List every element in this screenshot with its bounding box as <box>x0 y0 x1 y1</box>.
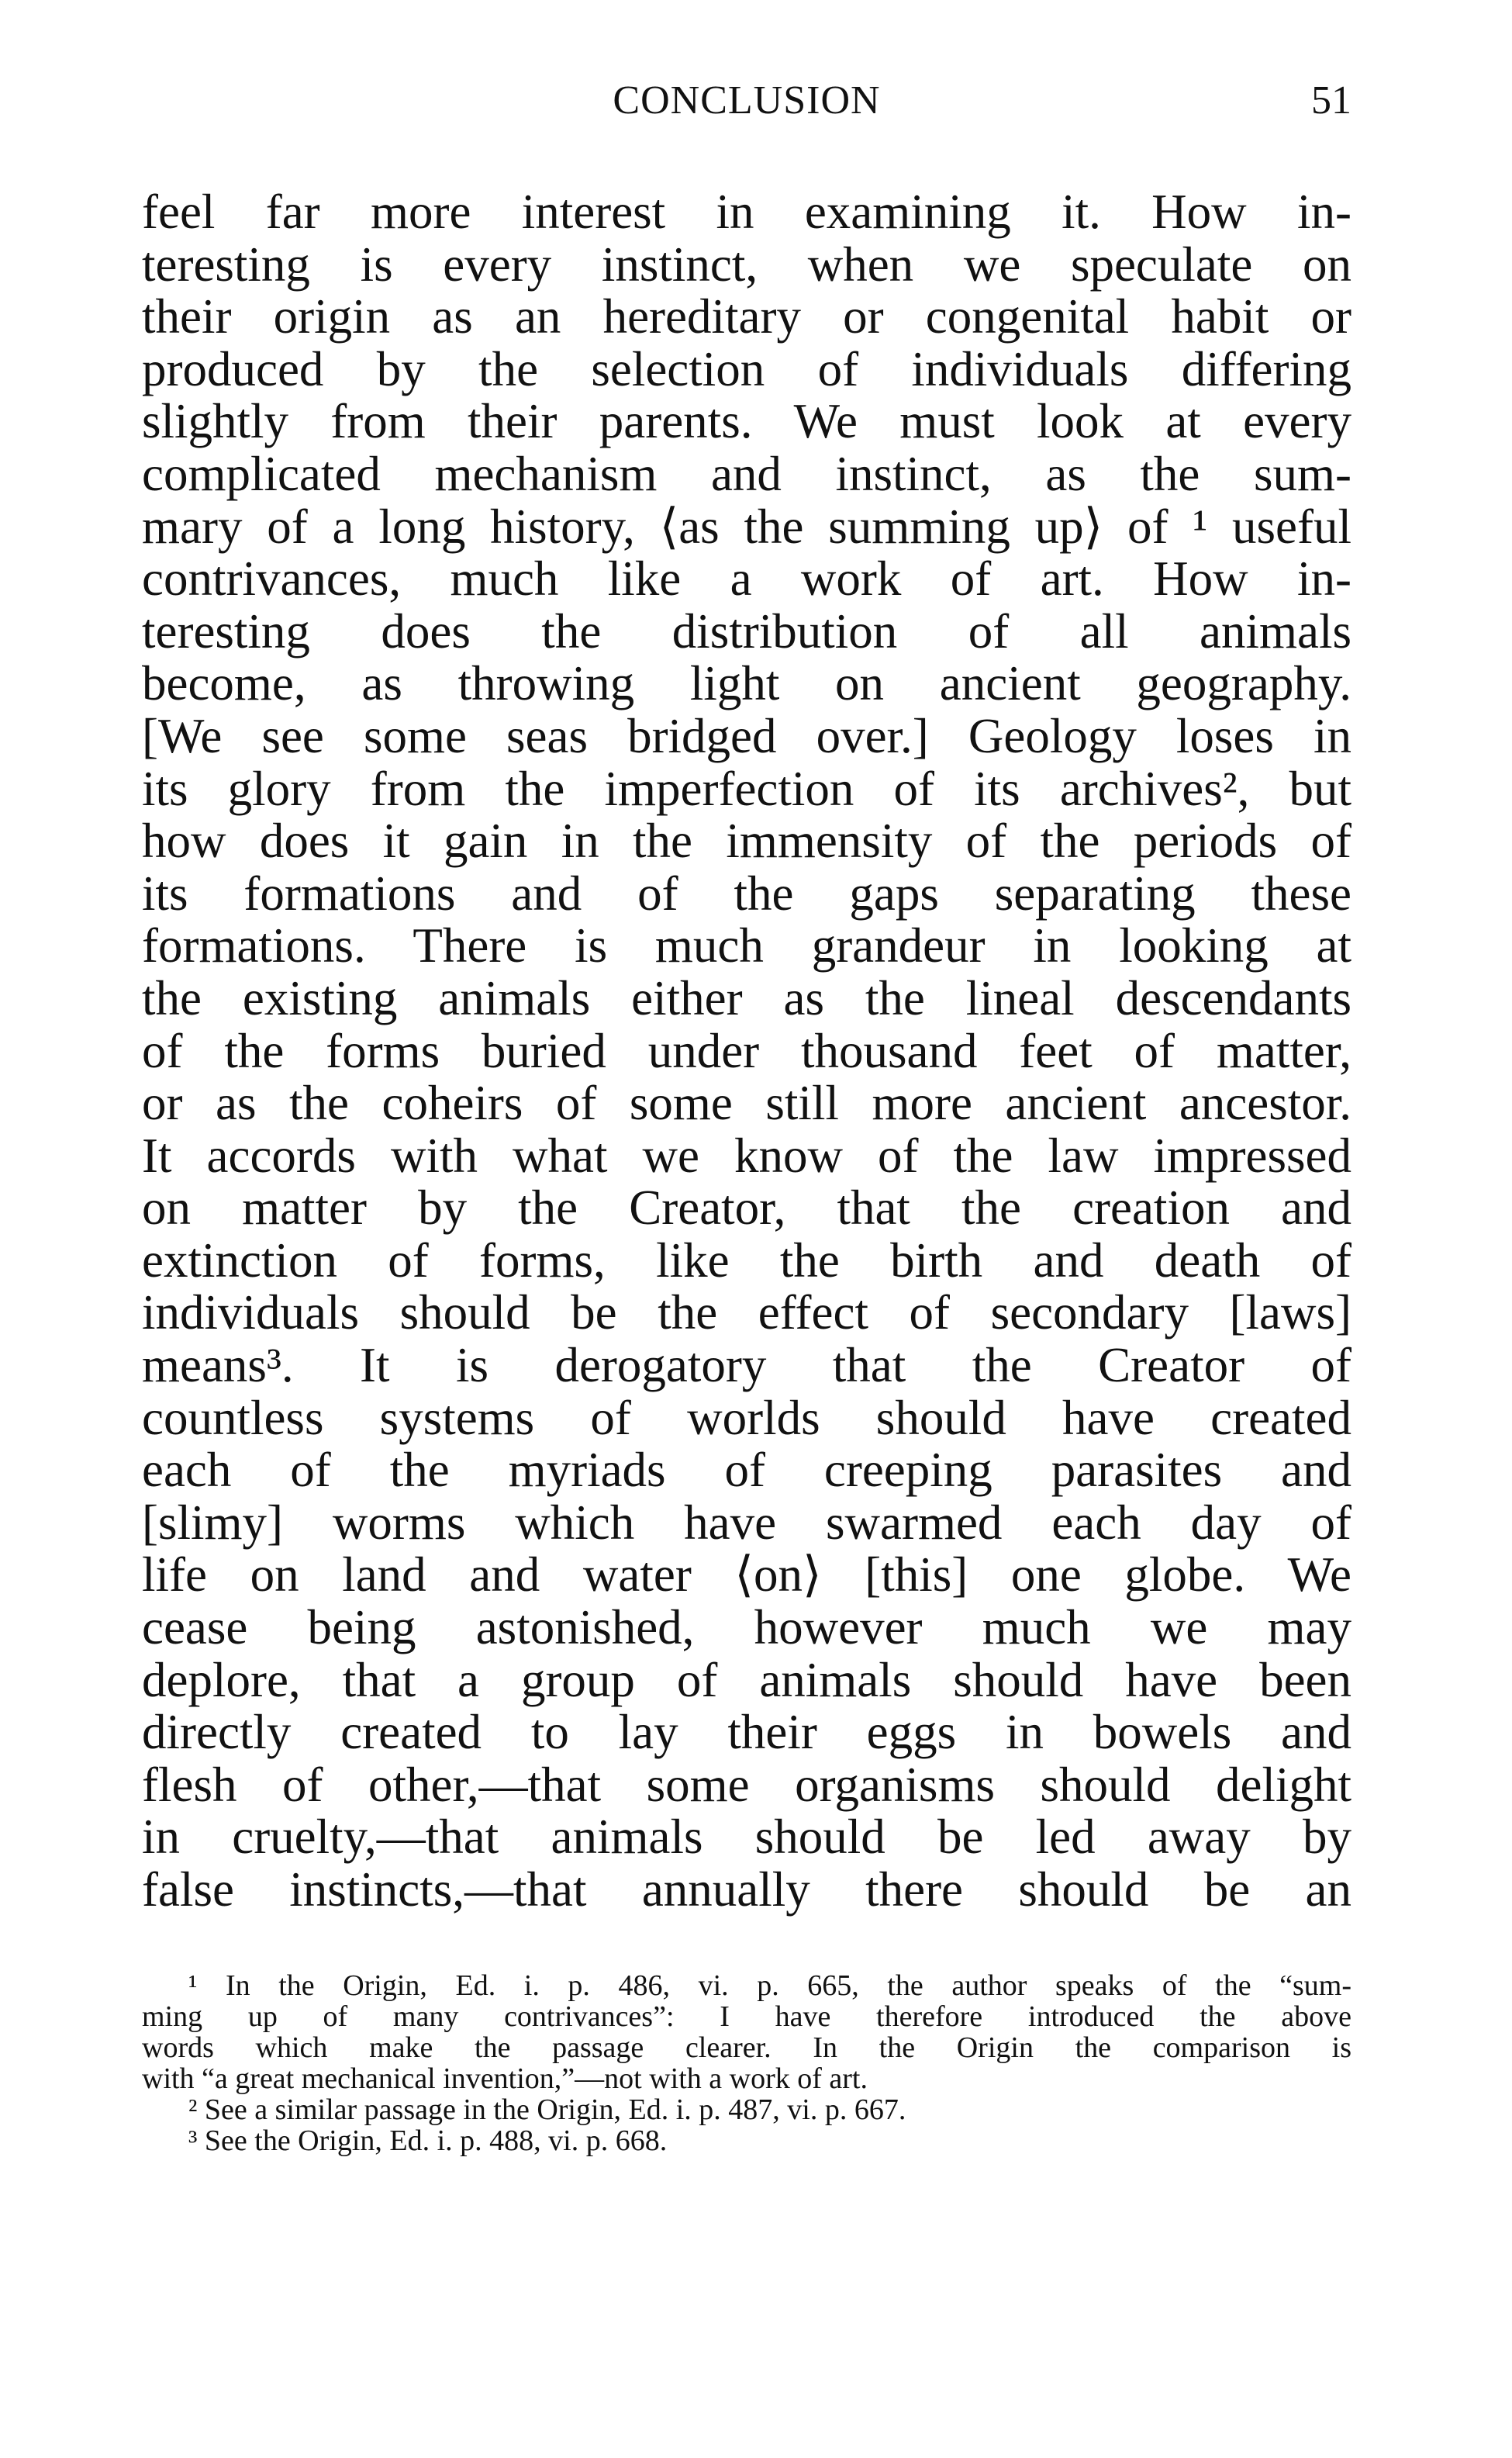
text-line: the existing animals either as the lineal descendants <box>142 970 1351 1025</box>
text-line: It accords with what we know of the law impressed <box>142 1128 1351 1183</box>
page-number: 51 <box>1311 78 1351 123</box>
text-line: slightly from their parents. We must look at every <box>142 394 1351 449</box>
text-line: become, as throwing light on ancient geography. <box>142 656 1351 711</box>
text-line: extinction of forms, like the birth and death of <box>142 1232 1351 1288</box>
text-line: flesh of other,—that some organisms should delight <box>142 1757 1351 1812</box>
text-line: teresting is every instinct, when we speculate on <box>142 237 1351 292</box>
text-line: mary of a long history, ⟨as the summing up⟩ of ¹ useful <box>142 499 1351 554</box>
footnote-1-line: ming up of many contrivances”: I have therefore introduced the above <box>142 2000 1351 2033</box>
text-line: in cruelty,—that animals should be led away by <box>142 1810 1351 1865</box>
text-line: how does it gain in the immensity of the periods of <box>142 814 1351 869</box>
running-title: CONCLUSION <box>613 78 881 123</box>
text-line: or as the coheirs of some still more ancient ancestor. <box>142 1076 1351 1131</box>
text-line: produced by the selection of individuals differing <box>142 341 1351 396</box>
text-line: their origin as an hereditary or congenital habit or <box>142 289 1351 344</box>
text-line: complicated mechanism and instinct, as the sum- <box>142 446 1351 501</box>
text-line: means³. It is derogatory that the Creator of <box>142 1338 1351 1393</box>
footnote-1-line: ¹ In the Origin, Ed. i. p. 486, vi. p. 665, the author speaks of the “sum- <box>188 1969 1351 2002</box>
text-line: of the forms buried under thousand feet of matter, <box>142 1023 1351 1078</box>
text-line: formations. There is much grandeur in looking at <box>142 918 1351 973</box>
footnotes <box>142 1970 1351 2156</box>
text-line: cease being astonished, however much we may <box>142 1600 1351 1655</box>
footnote-1-line: with “a great mechanical invention,”—not with a work of art. <box>142 2062 868 2095</box>
text-line: directly created to lay their eggs in bowels and <box>142 1705 1351 1760</box>
text-line: contrivances, much like a work of art. How in- <box>142 551 1351 607</box>
text-line: false instincts,—that annually there should be an <box>142 1862 1351 1917</box>
text-line: deplore, that a group of animals should have been <box>142 1652 1351 1707</box>
text-line: its formations and of the gaps separating these <box>142 866 1351 921</box>
text-line: [slimy] worms which have swarmed each day of <box>142 1495 1351 1550</box>
text-line: individuals should be the effect of secondary [laws] <box>142 1285 1351 1340</box>
text-line: [We see some seas bridged over.] Geology loses in <box>142 708 1351 763</box>
page-header <box>142 78 1351 132</box>
text-line: its glory from the imperfection of its archives², but <box>142 761 1351 816</box>
footnote-3-line: ³ See the Origin, Ed. i. p. 488, vi. p. 668. <box>188 2124 668 2157</box>
footnote-1-line: words which make the passage clearer. In the Origin the comparison is <box>142 2031 1351 2064</box>
body-text <box>142 186 1351 1917</box>
footnote-2-line: ² See a similar passage in the Origin, Ed. i. p. 487, vi. p. 667. <box>188 2093 906 2126</box>
text-line: life on land and water ⟨on⟩ [this] one globe. We <box>142 1547 1351 1602</box>
text-line: feel far more interest in examining it. How in- <box>142 185 1351 239</box>
text-line: on matter by the Creator, that the creation and <box>142 1181 1351 1236</box>
text-line: teresting does the distribution of all animals <box>142 603 1351 659</box>
text-line: each of the myriads of creeping parasites and <box>142 1443 1351 1498</box>
text-line: countless systems of worlds should have created <box>142 1390 1351 1445</box>
